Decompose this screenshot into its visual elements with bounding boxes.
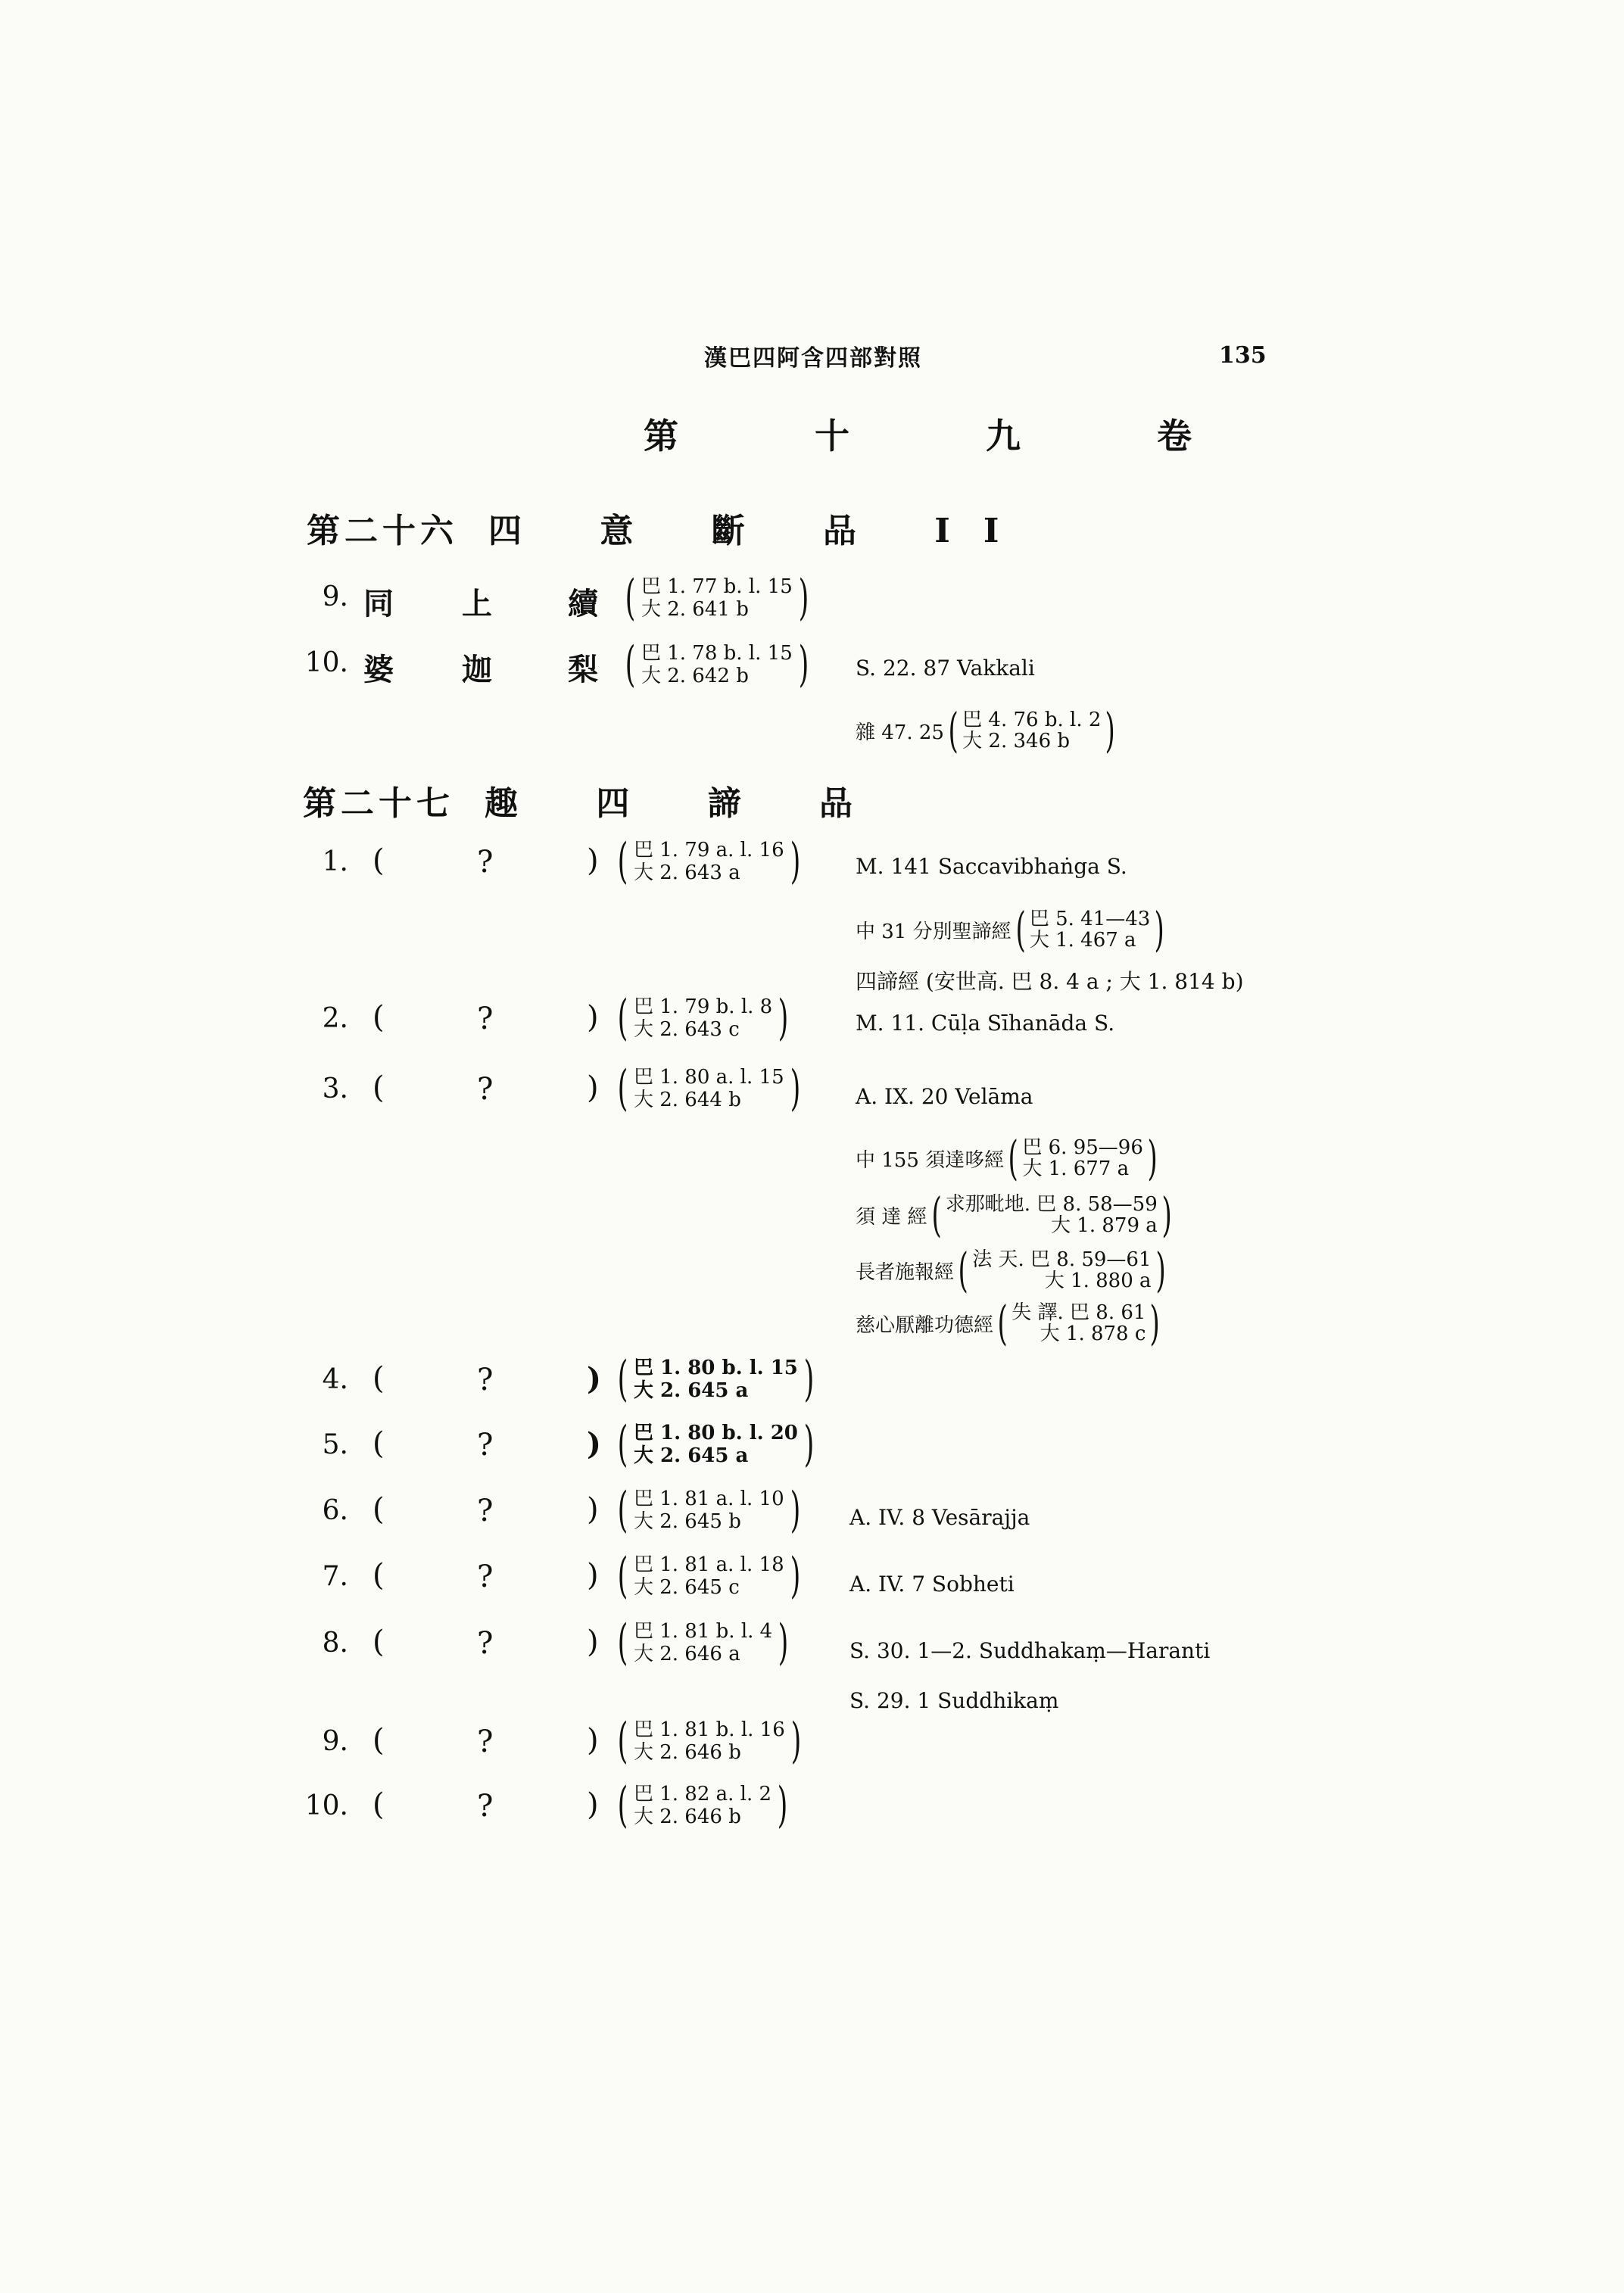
unknown-title: ? <box>477 1724 494 1759</box>
entry-number: 2. <box>322 1003 348 1034</box>
open-paren: ( <box>372 843 385 878</box>
citation: ( 巴 1. 81 a. l. 10 大 2. 645 b ) <box>617 1482 800 1538</box>
entry-number: 3. <box>322 1073 348 1104</box>
entry-number: 5. <box>322 1429 348 1460</box>
open-paren: ( <box>372 1361 385 1396</box>
pali-parallel: S. 30. 1—2. Suddhakaṃ—Haranti <box>849 1638 1211 1663</box>
section-heading <box>307 503 1032 552</box>
citation: ( 巴 1. 81 a. l. 18 大 2. 645 c ) <box>617 1548 800 1604</box>
entry-number: 9. <box>322 581 348 612</box>
citation: ( 巴 1. 81 b. l. 16 大 2. 646 b ) <box>617 1713 802 1769</box>
unknown-title: ? <box>477 1428 494 1463</box>
unknown-title: ? <box>477 1363 494 1397</box>
open-paren: ( <box>372 1787 385 1822</box>
chinese-parallel: 中 31 分別聖諦經 ( 巴 5. 41—43 大 1. 467 a ) <box>856 902 1165 957</box>
open-paren: ( <box>372 1000 385 1035</box>
entry-number: 9. <box>322 1726 348 1757</box>
entry-title: 婆 迦 梨 <box>363 652 598 687</box>
citation: ( 巴 1. 79 a. l. 16 大 2. 643 a ) <box>617 833 800 889</box>
section-label: 第二十六 <box>307 512 458 550</box>
unknown-title: ? <box>477 1789 494 1824</box>
open-paren: ( <box>372 1558 385 1593</box>
close-paren: ) <box>587 1787 599 1822</box>
running-title: 漢巴四阿含四部對照 <box>704 345 922 372</box>
chinese-parallel: 長者施報經 ( 法 天. 巴 8. 59—61 大 1. 880 a ) <box>856 1242 1166 1298</box>
open-paren: ( <box>372 1625 385 1659</box>
chinese-parallel: 慈心厭離功德經 ( 失 譯. 巴 8. 61 大 1. 878 c ) <box>856 1295 1161 1351</box>
entry-number: 10. <box>304 1790 348 1821</box>
unknown-title: ? <box>477 1626 494 1661</box>
pali-parallel: A. IX. 20 Velāma <box>856 1084 1033 1109</box>
entry-title: 同 上 續 <box>363 586 598 622</box>
section-title: 四 意 斷 品 II <box>488 512 1033 550</box>
entry-number: 8. <box>322 1628 348 1659</box>
citation: ( 巴 1. 78 b. l. 15 大 2. 642 b ) <box>625 637 809 693</box>
pali-parallel: A. IV. 8 Vesārajja <box>849 1505 1030 1530</box>
citation: ( 巴 1. 81 b. l. 4 大 2. 646 a ) <box>617 1615 789 1671</box>
citation: ( 巴 1. 80 a. l. 15 大 2. 644 b ) <box>617 1061 800 1117</box>
volume-title: 第 十 九 卷 <box>644 416 1255 456</box>
pali-parallel: S. 22. 87 Vakkali <box>856 656 1035 681</box>
page-number: 135 <box>1219 342 1267 369</box>
close-paren: ) <box>587 1000 599 1035</box>
section-label: 第二十七 <box>303 784 454 823</box>
chinese-parallel: 中 155 須達哆經 ( 巴 6. 95—96 大 1. 677 a ) <box>856 1130 1158 1185</box>
entry-number: 1. <box>322 846 348 877</box>
close-paren: ) <box>587 843 599 878</box>
entry-number: 7. <box>322 1561 348 1592</box>
unknown-title: ? <box>477 1494 494 1528</box>
open-paren: ( <box>372 1723 385 1758</box>
close-paren: ) <box>587 1625 599 1659</box>
close-paren: ) <box>587 1723 599 1758</box>
close-paren: ) <box>587 1426 601 1462</box>
entry-number: 4. <box>322 1364 348 1395</box>
chinese-parallel: 四諦經 (安世高. 巴 8. 4 a ; 大 1. 814 b) <box>856 969 1244 994</box>
pali-parallel: A. IV. 7 Sobheti <box>849 1572 1015 1597</box>
close-paren: ) <box>587 1070 599 1105</box>
entry-number: 10. <box>304 647 348 678</box>
entry-number: 6. <box>322 1495 348 1526</box>
pali-parallel: S. 29. 1 Suddhikaṃ <box>849 1688 1059 1713</box>
unknown-title: ? <box>477 1072 494 1107</box>
open-paren: ( <box>372 1492 385 1527</box>
close-paren: ) <box>587 1492 599 1527</box>
citation: ( 巴 1. 80 b. l. 20 大 2. 645 a ) <box>617 1416 815 1472</box>
unknown-title: ? <box>477 1002 494 1036</box>
close-paren: ) <box>587 1361 601 1397</box>
citation: ( 巴 1. 79 b. l. 8 大 2. 643 c ) <box>617 990 789 1046</box>
open-paren: ( <box>372 1070 385 1105</box>
section-title: 趣 四 諦 品 <box>485 784 886 823</box>
pali-parallel: M. 141 Saccavibhaṅga S. <box>856 854 1127 879</box>
close-paren: ) <box>587 1558 599 1593</box>
chinese-parallel: 須 達 經 ( 求那毗地. 巴 8. 58—59 大 1. 879 a ) <box>856 1187 1172 1242</box>
unknown-title: ? <box>477 845 494 880</box>
open-paren: ( <box>372 1426 385 1461</box>
chinese-parallel: 雜 47. 25 ( 巴 4. 76 b. l. 2 大 2. 346 b ) <box>856 703 1116 758</box>
citation: ( 巴 1. 80 b. l. 15 大 2. 645 a ) <box>617 1351 815 1407</box>
citation: ( 巴 1. 82 a. l. 2 大 2. 646 b ) <box>617 1777 788 1833</box>
unknown-title: ? <box>477 1559 494 1594</box>
pali-parallel: M. 11. Cūḷa Sīhanāda S. <box>856 1011 1115 1036</box>
section-heading <box>303 776 886 824</box>
citation: ( 巴 1. 77 b. l. 15 大 2. 641 b ) <box>625 570 809 626</box>
